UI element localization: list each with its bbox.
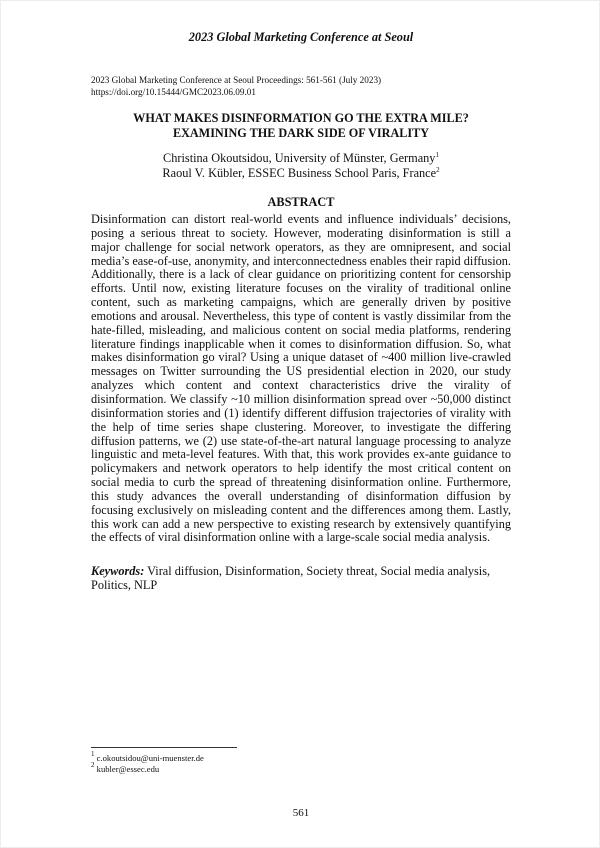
proceedings-citation: 2023 Global Marketing Conference at Seoul Proceedings: 561-561 (July 2023) — [91, 75, 382, 85]
paper-title — [1, 111, 600, 141]
author-2 — [1, 166, 600, 181]
footnote-mark-2: 2 — [436, 166, 440, 174]
footnote-2-email[interactable]: kubler@essec.edu — [94, 764, 160, 775]
author-list — [1, 151, 600, 181]
footnote-1 — [91, 750, 204, 764]
footnote-2-mark: 2 — [91, 761, 95, 770]
keywords-label: Keywords: — [91, 564, 145, 578]
author-2-affiliation: Raoul V. Kübler, ESSEC Business School Paris, France — [162, 166, 437, 180]
footnote-2 — [91, 761, 204, 775]
doi-link[interactable]: https://doi.org/10.15444/GMC2023.06.09.01 — [91, 87, 256, 98]
author-1-affiliation: Christina Okoutsidou, University of Münster, Germany — [163, 151, 436, 165]
footnote-divider — [91, 747, 237, 748]
footnote-1-email[interactable]: c.okoutsidou@uni-muenster.de — [94, 753, 204, 763]
keywords-text: Viral diffusion, Disinformation, Society threat, Social media analysis, Politics, NLP — [91, 564, 491, 592]
author-1 — [1, 151, 600, 166]
footnote-mark-1: 1 — [435, 151, 439, 159]
title-line-2: EXAMINING THE DARK SIDE OF VIRALITY — [172, 126, 430, 140]
page-number: 561 — [292, 807, 310, 819]
abstract-heading: ABSTRACT — [267, 195, 335, 209]
keywords — [91, 565, 511, 593]
title-line-1: WHAT MAKES DISINFORMATION GO THE EXTRA MILE? — [133, 111, 469, 125]
footnote-1-mark: 1 — [91, 750, 95, 758]
running-head: 2023 Global Marketing Conference at Seoul — [188, 30, 414, 44]
footnotes — [91, 750, 204, 776]
abstract-body: Disinformation can distort real-world events and influence individuals’ decisions, posing a serious threat to society. However, moderating disinformation is still a major challenge for social network operators, as they are omnipresent, and social media’s ease-of-use, anonymity, and interconnectedness enables their rapid diffusion. Additionally, there is a lack of clear guidance on prioritizing content for censorship efforts. Until now, existing literature focuses on the virality of traditional online content, such as marketing campaigns, which are generally driven by positive emotions and arousal. Nevertheless, this type of content is vastly dissimilar from the hate-filled, misleading, and malicious content on social media platforms, rendering literature findings inapplicable when it comes to disinformation diffusion. So, what makes disinformation go viral? Using a unique dataset of ~400 million live-crawled messages on Twitter surrounding the US presidential election in 2020, our study analyzes which content and context characteristics drive the virality of disinformation. We classify ~10 million disinformation spread over ~50,000 distinct disinformation stories and (1) identify different diffusion trajectories of virality with the help of time series shape clustering. Moreover, to investigate the differing diffusion patterns, we (2) use state-of-the-art natural language processing to analyze linguistic and meta-level features. With that, this work provides ex-ante guidance to policymakers and network operators to help identify the most critical content on social media to curb the spread of threatening disinformation online. Furthermore, this study advances the overall understanding of disinformation diffusion by focusing exclusively on misleading content and the differences among them. Lastly, this work can add a new perspective to existing research by extensively quantifying the effects of viral disinformation online with a large-scale social media analysis. — [91, 212, 512, 545]
publication-meta — [91, 74, 381, 98]
